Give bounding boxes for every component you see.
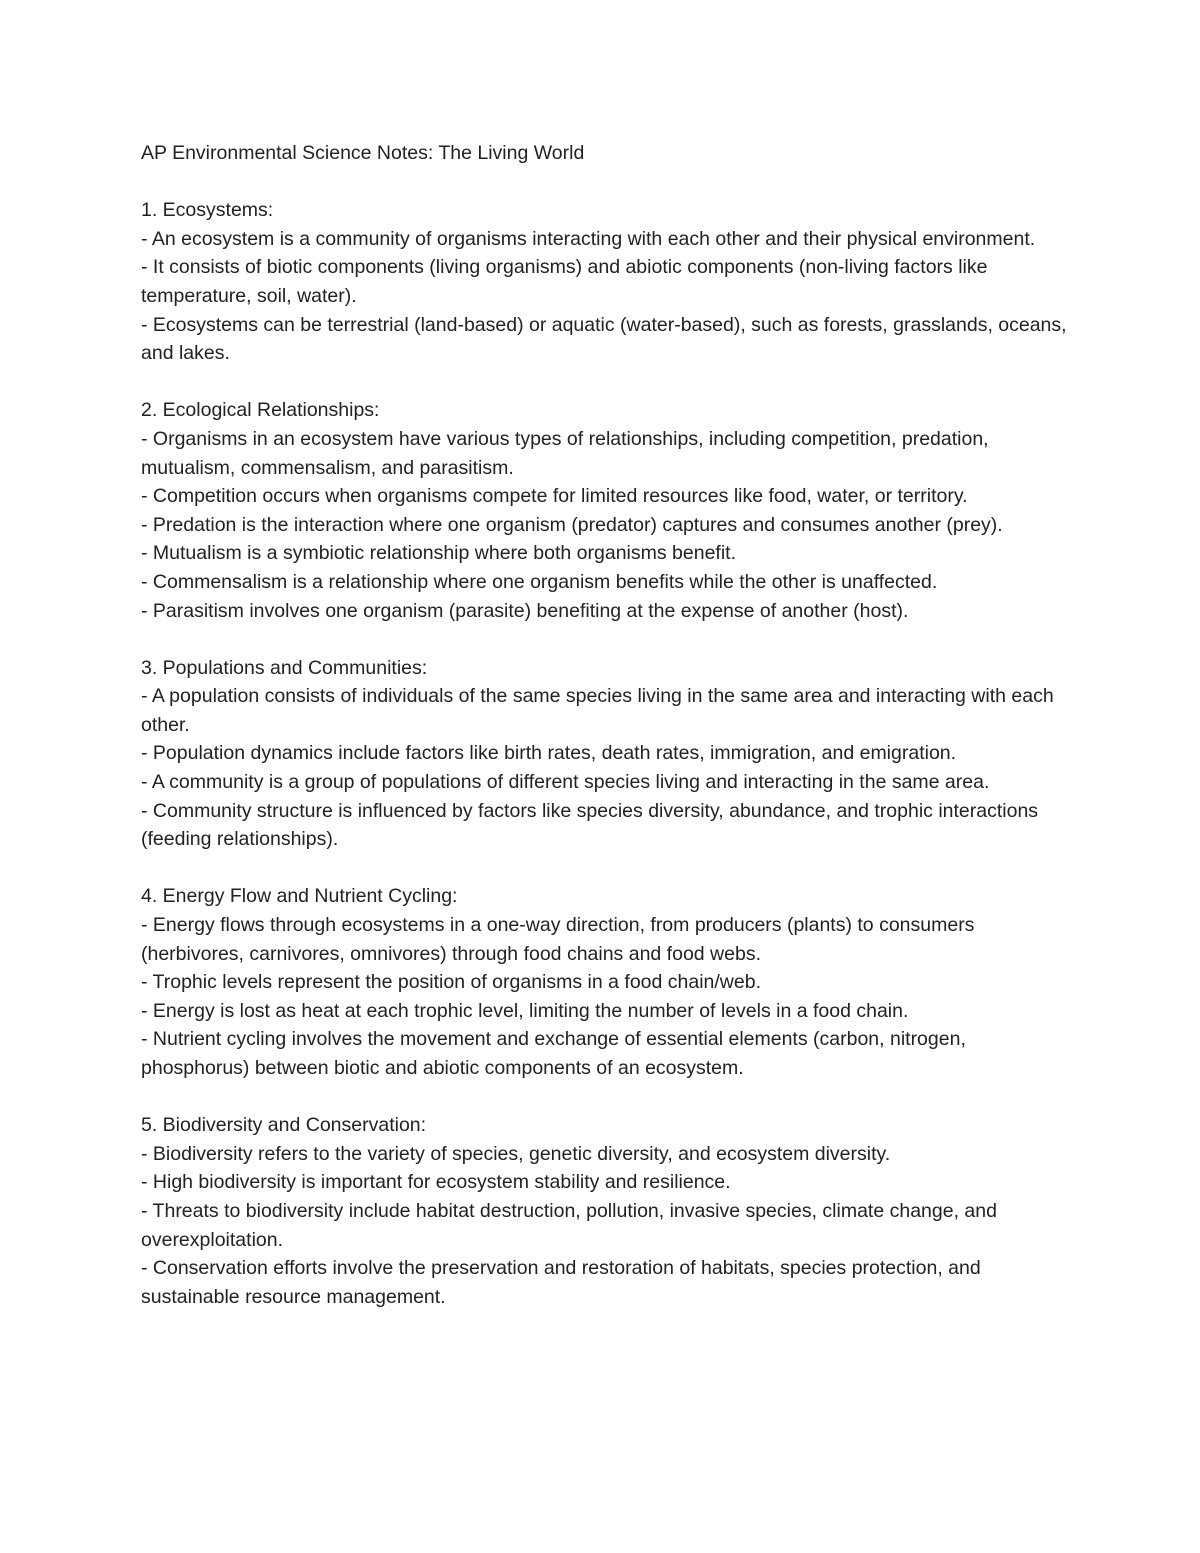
section-energy-flow — [141, 882, 1071, 1082]
note-line: - Organisms in an ecosystem have various types of relationships, including competition, predation, mutualism, commensalism, and parasitism. — [141, 427, 989, 479]
section-populations-communities — [141, 654, 1071, 854]
note-line: - Energy is lost as heat at each trophic level, limiting the number of levels in a food chain. — [141, 999, 909, 1022]
note-line: - Population dynamics include factors like birth rates, death rates, immigration, and emigration. — [141, 742, 957, 765]
document-body — [141, 139, 1071, 1311]
document-title: AP Environmental Science Notes: The Living World — [141, 142, 585, 164]
section-ecological-relationships — [141, 396, 1071, 625]
spacer — [141, 625, 1071, 654]
note-line: - An ecosystem is a community of organisms interacting with each other and their physical environment. — [141, 227, 1036, 250]
note-line: - Nutrient cycling involves the movement and exchange of essential elements (carbon, nitrogen, phosphorus) between biotic and abiotic components of an ecosystem. — [141, 1028, 966, 1079]
note-line: - Biodiversity refers to the variety of species, genetic diversity, and ecosystem diversity. — [141, 1142, 891, 1165]
section-heading: 4. Energy Flow and Nutrient Cycling: — [141, 885, 458, 908]
note-line: - It consists of biotic components (living organisms) and abiotic components (non-living factors like temperature, soil, water). — [141, 256, 988, 307]
note-line: - Community structure is influenced by factors like species diversity, abundance, and trophic interactions (feeding relationships). — [141, 799, 1039, 851]
note-line: - Threats to biodiversity include habitat destruction, pollution, invasive species, climate change, and overexploitation. — [141, 1199, 997, 1251]
note-line: - Mutualism is a symbiotic relationship where both organisms benefit. — [141, 542, 737, 565]
spacer — [141, 168, 1071, 197]
spacer — [141, 854, 1071, 883]
note-line: - Energy flows through ecosystems in a one-way direction, from producers (plants) to consumers (herbivores, carnivores, omnivores) through food chains and food webs. — [141, 914, 975, 965]
note-line: - Ecosystems can be terrestrial (land-based) or aquatic (water-based), such as forests, grasslands, oceans, and lakes. — [141, 313, 1067, 365]
note-line: - Competition occurs when organisms compete for limited resources like food, water, or territory. — [141, 485, 968, 508]
note-line: - Trophic levels represent the position of organisms in a food chain/web. — [141, 971, 762, 994]
note-line: - A community is a group of populations of different species living and interacting in the same area. — [141, 771, 990, 794]
section-ecosystems — [141, 196, 1071, 368]
note-line: - Predation is the interaction where one organism (predator) captures and consumes another (prey). — [141, 513, 1003, 536]
spacer — [141, 1083, 1071, 1112]
note-line: - A population consists of individuals of the same species living in the same area and interacting with each other. — [141, 685, 1054, 736]
note-line: - High biodiversity is important for ecosystem stability and resilience. — [141, 1171, 731, 1194]
section-biodiversity — [141, 1111, 1071, 1311]
section-heading: 2. Ecological Relationships: — [141, 399, 380, 422]
spacer — [141, 368, 1071, 397]
note-line: - Conservation efforts involve the preservation and restoration of habitats, species protection, and sustainable resource management. — [141, 1257, 981, 1308]
note-line: - Parasitism involves one organism (parasite) benefiting at the expense of another (host). — [141, 599, 909, 622]
section-heading: 3. Populations and Communities: — [141, 656, 428, 679]
note-line: - Commensalism is a relationship where one organism benefits while the other is unaffected. — [141, 570, 938, 593]
section-heading: 1. Ecosystems: — [141, 199, 274, 222]
section-heading: 5. Biodiversity and Conservation: — [141, 1114, 427, 1137]
